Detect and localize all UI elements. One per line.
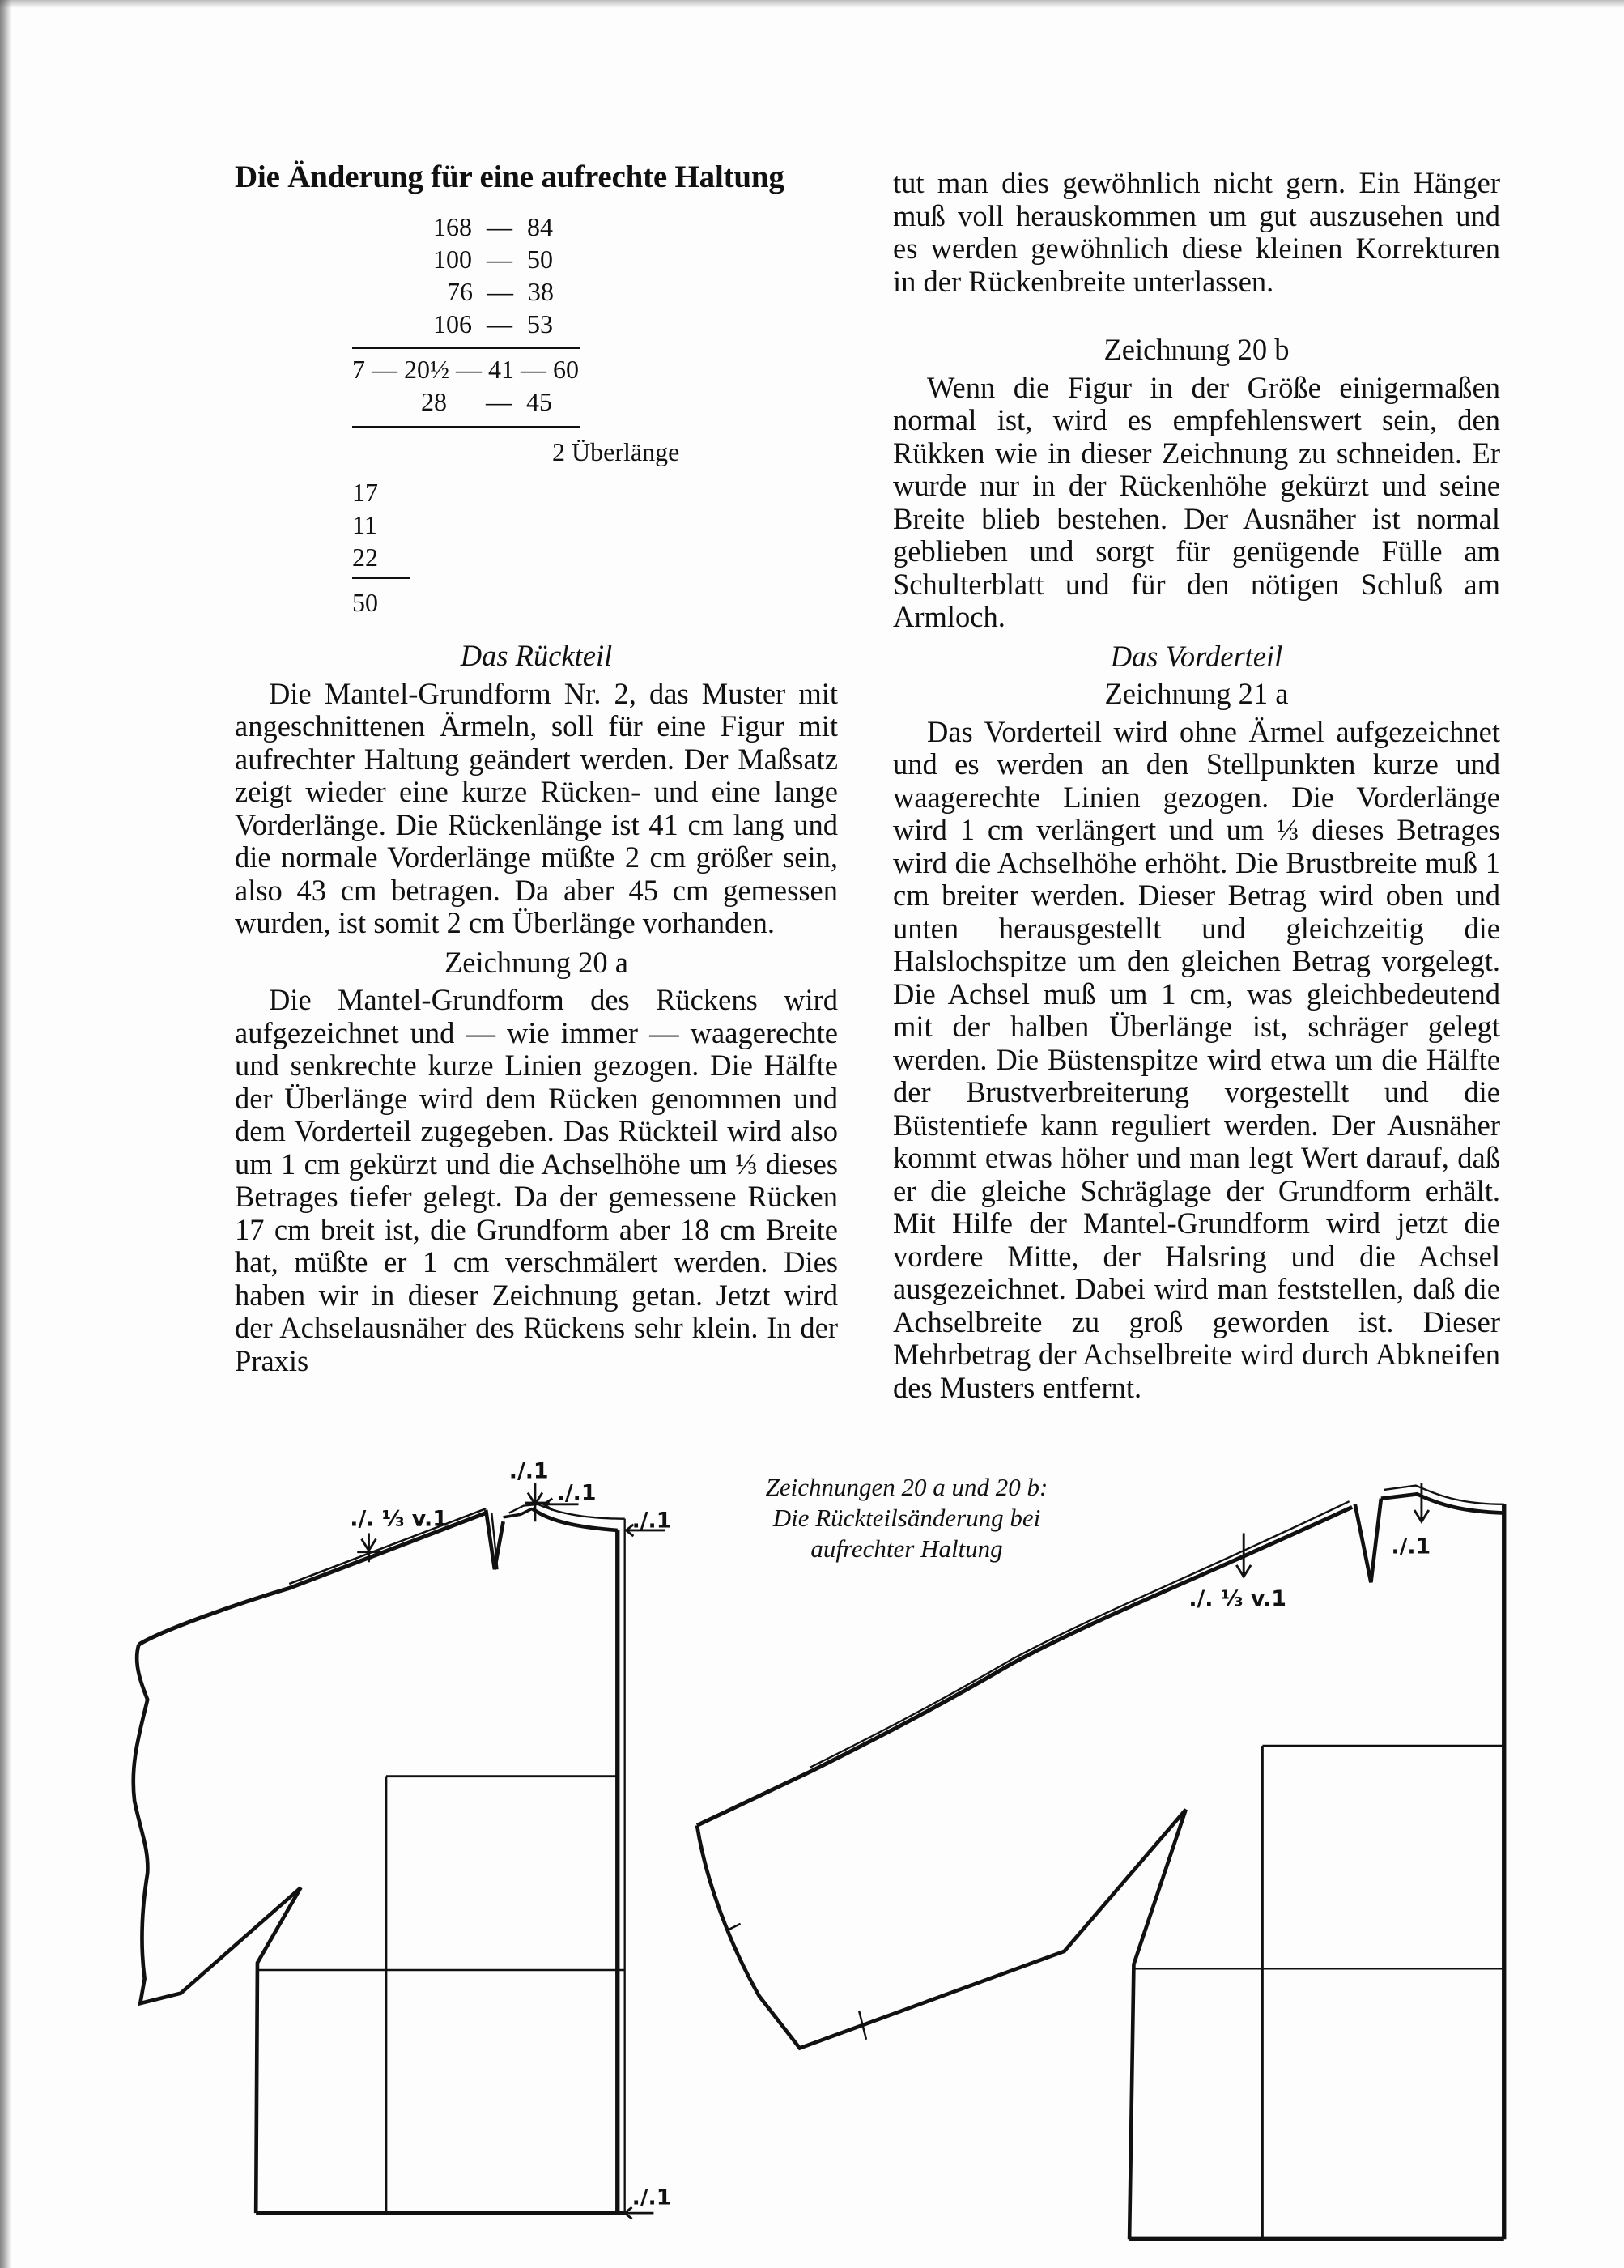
label-20a-neck-top: ./.1 [508, 1458, 549, 1484]
calc-value: 38 [528, 277, 554, 306]
label-20b-shoulder: ./. ⅓ v.1 [1188, 1585, 1286, 1611]
sum-item: 22 [352, 543, 378, 572]
calc-value: 168 [433, 212, 472, 241]
paragraph: Die Mantel-Grundform Nr. 2, das Muster mit angeschnittenen Ärmeln, soll für eine Figur mit aufrechter Haltung geändert werden. Der Maßsatz zeigt wieder eine kurze Rücken- und eine lange Vorderlänge. Die Rückenlänge ist 41 cm lang und die normale Vorderlänge müßte 2 cm größer sein, also 43 cm betragen. Da aber 45 cm gemessen wurden, ist somit 2 cm Überlänge vorhanden. [235, 676, 838, 939]
sum-total: 50 [352, 588, 378, 617]
calc-dash: — [487, 309, 512, 338]
caption-line: Zeichnungen 20 a und 20 b: [765, 1473, 1048, 1501]
calc-value: 45 [526, 387, 552, 416]
section-heading-rueckteil: Das Rückteil [460, 639, 613, 672]
subheading-zeichnung-21a: Zeichnung 21 a [1104, 677, 1289, 710]
drawing-20a [134, 1483, 665, 2219]
label-20a-cb-bottom: ./.1 [631, 2185, 672, 2211]
section-heading-vorderteil: Das Vorderteil [1110, 639, 1283, 673]
label-20a-shoulder: ./. ⅓ v.1 [350, 1506, 448, 1532]
caption-line: aufrechter Haltung [810, 1534, 1003, 1563]
label-20b-neck: ./.1 [1391, 1534, 1431, 1560]
paragraph: Wenn die Figur in der Größe einigermaßen normal ist, wird es empfehlenswert sein, den Rükken wie in dieser Zeichnung zu schneiden. Er wurde nur in der Rückenhöhe gekürzt und seine Breite blieb bestehen. Der Ausnäher ist normal geblieben und sorgt für genügende Fülle am Schulterblatt und für den nötigen Schluß am Armloch. [893, 370, 1500, 633]
caption-line: Die Rückteilsänderung bei [772, 1504, 1041, 1532]
calc-value: 84 [527, 212, 553, 241]
sum-item: 17 [352, 478, 378, 507]
label-20a-cb-top: ./.1 [631, 1508, 672, 1534]
calc-result-row: 7 — 20½ — 41 — 60 [352, 355, 579, 384]
label-20a-neck-side: ./.1 [556, 1480, 597, 1506]
sum-item: 11 [352, 510, 377, 539]
calc-value: 100 [433, 245, 472, 274]
paragraph-continued: tut man dies gewöhnlich nicht gern. Ein Hänger muß voll herauskommen um gut auszusehen und es werden gewöhnlich diese kleinen Korrekturen in der Rückenbreite unterlassen. [893, 166, 1500, 298]
paragraph: Das Vorderteil wird ohne Ärmel aufgezeichnet und es werden an den Stellpunkten kurze und waagerechte Linien gezogen. Die Vorderlänge wird 1 cm verlängert und um ⅓ dieses Betrages wird die Achselhöhe erhöht. Die Brustbreite muß 1 cm breiter werden. Dieser Betrag wird oben und unten herausgestellt und gleichzeitig die Halslochspitze um den gleichen Betrag vorgelegt. Die Achsel muß um 1 cm, was gleichbedeutend mit der halben Überlänge ist, schräger gelegt werden. Die Büstenspitze wird etwa um die Hälfte der Brustverbreiterung vorgestellt und die Büstentiefe kann reguliert werden. Der Ausnäher kommt etwas höher und man legt Wert darauf, daß er die gleiche Schräglage der Grundform erhält. Mit Hilfe der Mantel-Grundform wird jetzt die vordere Mitte, der Halsring und die Achsel ausgezeichnet. Dabei wird man feststellen, daß die Achselbreite zu groß geworden ist. Dieser Mehrbetrag der Achselbreite wird durch Abkneifen des Musters entfernt. [893, 714, 1500, 1404]
calc-dash: — [487, 277, 513, 306]
calc-value: 53 [527, 309, 553, 338]
calc-dash: — [487, 245, 512, 274]
calc-value: 76 [447, 277, 473, 306]
calc-dash: — [486, 387, 512, 416]
calc-value: 28 [421, 387, 447, 416]
calc-value: 50 [527, 245, 553, 274]
drawing-20b [697, 1483, 1504, 2239]
page-title: Die Änderung für eine aufrechte Haltung [235, 160, 784, 194]
calc-value: 106 [433, 309, 472, 338]
calc-difference: 2 Überlänge [552, 437, 680, 466]
paragraph: Die Mantel-Grundform des Rückens wird aufgezeichnet und — wie immer — waagerechte und senkrechte kurze Linien gezogen. Die Hälfte der Überlänge wird dem Rücken genommen und dem Vorderteil zugegeben. Das Rückteil wird also um 1 cm gekürzt und die Achselhöhe um ⅓ dieses Betrages tiefer gelegt. Da der gemessene Rücken 17 cm breit ist, die Grundform aber 18 cm Breite hat, müßte er 1 cm verschmälert werden. Dies haben wir in dieser Zeichnung getan. Jetzt wird der Achselausnäher des Rückens sehr klein. In der Praxis [235, 983, 838, 1377]
calc-dash: — [487, 212, 512, 241]
figure-caption [712, 1472, 1101, 1564]
subheading-zeichnung-20b: Zeichnung 20 b [1103, 333, 1290, 366]
subheading-zeichnung-20a: Zeichnung 20 a [444, 945, 629, 979]
